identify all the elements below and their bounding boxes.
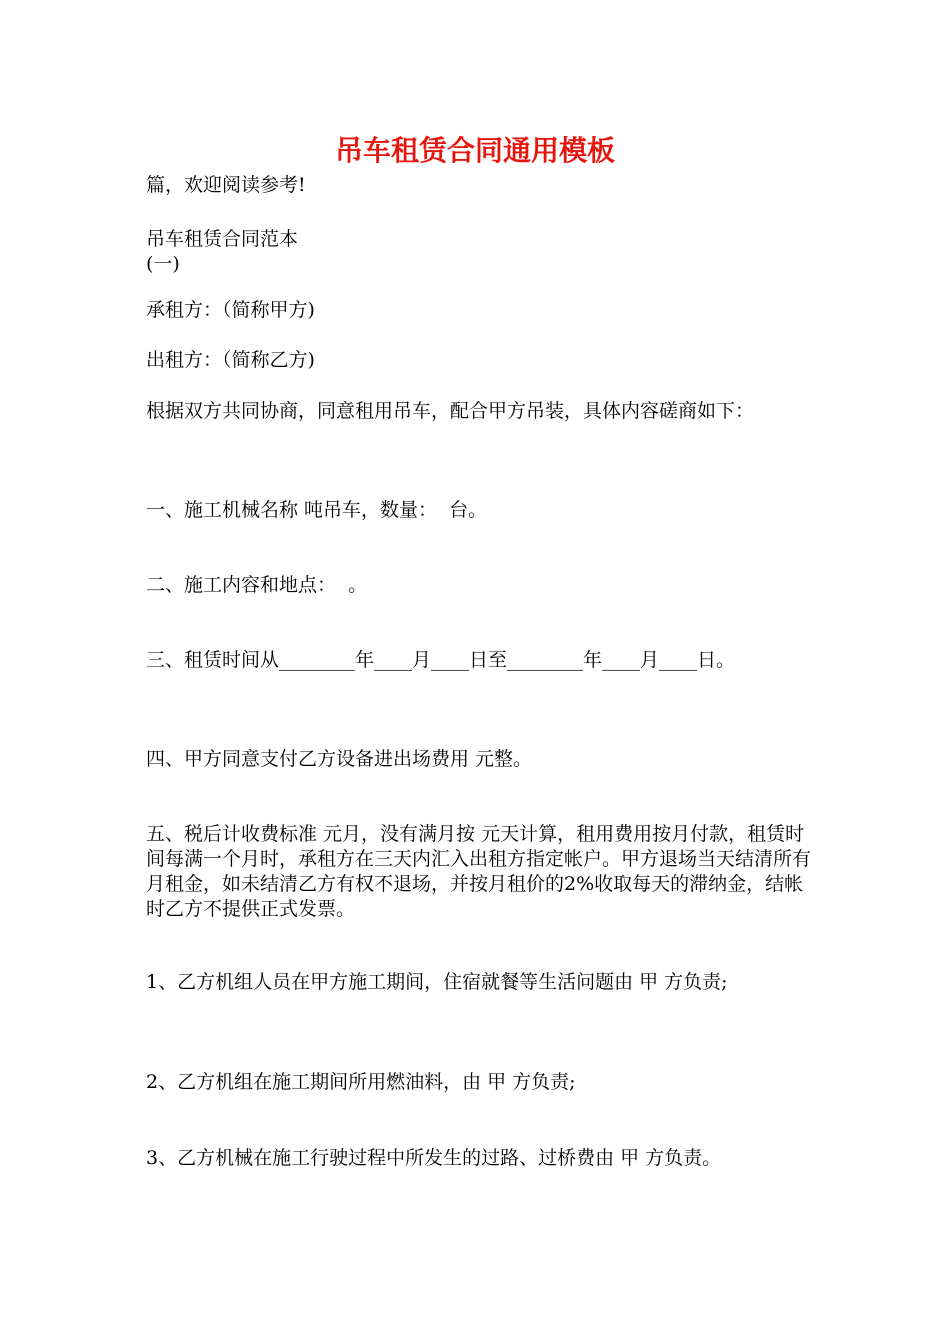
- contract-sample-heading: 吊车租赁合同范本 (一): [146, 228, 299, 275]
- clause-1: 一、施工机械名称 吨吊车，数量： 台。: [146, 499, 488, 521]
- sub-clause-3: 3、乙方机械在施工行驶过程中所发生的过路、过桥费由 甲 方负责。: [146, 1147, 722, 1169]
- preamble-paragraph: 根据双方共同协商，同意租用吊车，配合甲方吊装，具体内容磋商如下：: [146, 400, 755, 422]
- sub-clause-1: 1、乙方机组人员在甲方施工期间，住宿就餐等生活问题由 甲 方负责;: [146, 971, 728, 993]
- intro-line: 篇，欢迎阅读参考!: [146, 174, 306, 196]
- clause-4: 四、甲方同意支付乙方设备进出场费用 元整。: [146, 748, 533, 770]
- clause-2: 二、施工内容和地点： 。: [146, 574, 368, 596]
- sub-clause-2: 2、乙方机组在施工期间所用燃油料，由 甲 方负责;: [146, 1071, 576, 1093]
- clause-3: 三、租赁时间从________年____月____日至________年____月____日。: [146, 649, 736, 671]
- clause-5: 五、税后计收费标准 元月，没有满月按 元天计算，租用费用按月付款，租赁时间每满一个月时，承租方在三天内汇入出租方指定帐户。甲方退场当天结清所有月租金，如未结清乙方有权不退场，并按月租价的2%收取每天的滞纳金，结帐时乙方不提供正式发票。: [146, 823, 812, 920]
- lessor-line: 出租方：（简称乙方): [146, 349, 315, 371]
- lessee-line: 承租方：（简称甲方): [146, 299, 315, 321]
- document-title: 吊车租赁合同通用模板: [334, 134, 615, 167]
